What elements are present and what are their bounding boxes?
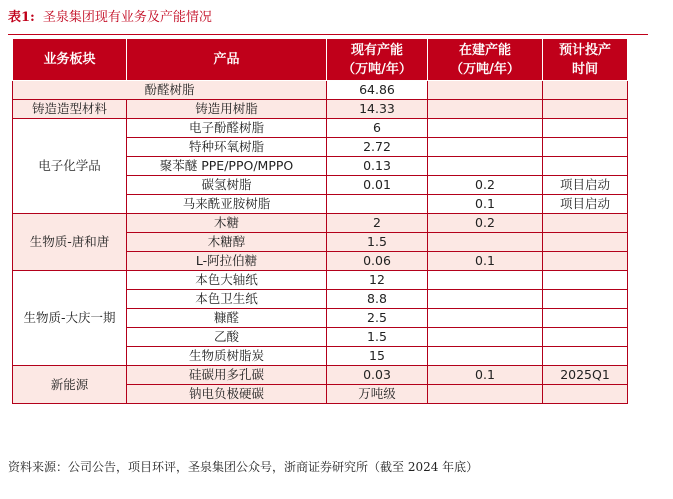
building-capacity-cell: 0.2 bbox=[428, 214, 543, 233]
building-capacity-cell bbox=[428, 138, 543, 157]
existing-capacity-cell: 0.13 bbox=[327, 157, 428, 176]
product-cell: 木糖 bbox=[127, 214, 327, 233]
building-capacity-cell: 0.1 bbox=[428, 195, 543, 214]
product-cell: 马来酰亚胺树脂 bbox=[127, 195, 327, 214]
header-product: 产品 bbox=[127, 39, 327, 81]
building-capacity-cell bbox=[428, 385, 543, 404]
existing-capacity-cell: 8.8 bbox=[327, 290, 428, 309]
product-cell: 电子酚醛树脂 bbox=[127, 119, 327, 138]
existing-capacity-cell: 14.33 bbox=[327, 100, 428, 119]
header-row bbox=[13, 39, 628, 81]
header-existing-line2: （万吨/年） bbox=[342, 61, 412, 77]
building-capacity-cell bbox=[428, 309, 543, 328]
product-cell: L-阿拉伯糖 bbox=[127, 252, 327, 271]
header-planned-line2: 时间 bbox=[571, 61, 598, 77]
planned-time-cell bbox=[543, 81, 628, 100]
title-divider bbox=[8, 34, 648, 35]
header-existing-capacity bbox=[327, 39, 428, 81]
product-cell: 木糖醇 bbox=[127, 233, 327, 252]
table-row bbox=[13, 271, 628, 290]
existing-capacity-cell: 2 bbox=[327, 214, 428, 233]
building-capacity-cell bbox=[428, 347, 543, 366]
existing-capacity-cell: 1.5 bbox=[327, 328, 428, 347]
product-cell: 本色卫生纸 bbox=[127, 290, 327, 309]
planned-time-cell bbox=[543, 347, 628, 366]
planned-time-cell bbox=[543, 100, 628, 119]
building-capacity-cell bbox=[428, 119, 543, 138]
existing-capacity-cell: 0.01 bbox=[327, 176, 428, 195]
building-capacity-cell bbox=[428, 233, 543, 252]
segment-cell: 铸造造型材料 bbox=[13, 100, 127, 119]
planned-time-cell bbox=[543, 233, 628, 252]
table-row bbox=[13, 100, 628, 119]
existing-capacity-cell: 2.72 bbox=[327, 138, 428, 157]
planned-time-cell bbox=[543, 252, 628, 271]
source-note: 资料来源：公司公告，项目环评，圣泉集团公众号，浙商证券研究所（截至 2024 年底） bbox=[8, 460, 479, 474]
existing-capacity-cell: 6 bbox=[327, 119, 428, 138]
building-capacity-cell: 0.1 bbox=[428, 366, 543, 385]
planned-time-cell: 项目启动 bbox=[543, 195, 628, 214]
product-cell: 碳氢树脂 bbox=[127, 176, 327, 195]
product-cell: 聚苯醚 PPE/PPO/MPPO bbox=[127, 157, 327, 176]
product-cell: 本色大轴纸 bbox=[127, 271, 327, 290]
existing-capacity-cell: 万吨级 bbox=[327, 385, 428, 404]
capacity-table bbox=[12, 38, 628, 404]
existing-capacity-cell bbox=[327, 195, 428, 214]
planned-time-cell bbox=[543, 271, 628, 290]
existing-capacity-cell: 2.5 bbox=[327, 309, 428, 328]
building-capacity-cell: 0.1 bbox=[428, 252, 543, 271]
product-cell: 糠醛 bbox=[127, 309, 327, 328]
header-segment: 业务板块 bbox=[13, 39, 127, 81]
product-cell: 铸造用树脂 bbox=[127, 100, 327, 119]
header-building-line2: （万吨/年） bbox=[450, 61, 520, 77]
building-capacity-cell bbox=[428, 81, 543, 100]
building-capacity-cell: 0.2 bbox=[428, 176, 543, 195]
segment-cell: 新能源 bbox=[13, 366, 127, 404]
planned-time-cell bbox=[543, 385, 628, 404]
planned-time-cell: 2025Q1 bbox=[543, 366, 628, 385]
header-building-line1: 在建产能 bbox=[458, 42, 511, 58]
product-cell: 乙酸 bbox=[127, 328, 327, 347]
table-row bbox=[13, 214, 628, 233]
product-cell: 钠电负极硬碳 bbox=[127, 385, 327, 404]
existing-capacity-cell: 1.5 bbox=[327, 233, 428, 252]
segment-cell: 生物质-唐和唐 bbox=[13, 214, 127, 271]
product-cell: 特种环氧树脂 bbox=[127, 138, 327, 157]
existing-capacity-cell: 15 bbox=[327, 347, 428, 366]
planned-time-cell bbox=[543, 309, 628, 328]
planned-time-cell: 项目启动 bbox=[543, 176, 628, 195]
header-existing-line1: 现有产能 bbox=[350, 42, 403, 58]
existing-capacity-cell: 64.86 bbox=[327, 81, 428, 100]
segment-cell: 电子化学品 bbox=[13, 119, 127, 214]
building-capacity-cell bbox=[428, 100, 543, 119]
existing-capacity-cell: 12 bbox=[327, 271, 428, 290]
product-cell: 硅碳用多孔碳 bbox=[127, 366, 327, 385]
planned-time-cell bbox=[543, 328, 628, 347]
building-capacity-cell bbox=[428, 157, 543, 176]
table-title bbox=[8, 6, 212, 25]
planned-time-cell bbox=[543, 214, 628, 233]
table-number: 表1: bbox=[8, 10, 35, 25]
planned-time-cell bbox=[543, 290, 628, 309]
planned-time-cell bbox=[543, 138, 628, 157]
header-planned-line1: 预计投产 bbox=[558, 42, 611, 58]
table-row bbox=[13, 119, 628, 138]
table-caption: 圣泉集团现有业务及产能情况 bbox=[42, 10, 212, 25]
header-building-capacity bbox=[428, 39, 543, 81]
planned-time-cell bbox=[543, 119, 628, 138]
header-planned-time bbox=[543, 39, 628, 81]
planned-time-cell bbox=[543, 157, 628, 176]
building-capacity-cell bbox=[428, 290, 543, 309]
segment-cell: 生物质-大庆一期 bbox=[13, 271, 127, 366]
product-cell: 酚醛树脂 bbox=[13, 81, 327, 100]
building-capacity-cell bbox=[428, 328, 543, 347]
product-cell: 生物质树脂炭 bbox=[127, 347, 327, 366]
table-row bbox=[13, 366, 628, 385]
building-capacity-cell bbox=[428, 271, 543, 290]
existing-capacity-cell: 0.03 bbox=[327, 366, 428, 385]
table-row bbox=[13, 81, 628, 100]
existing-capacity-cell: 0.06 bbox=[327, 252, 428, 271]
